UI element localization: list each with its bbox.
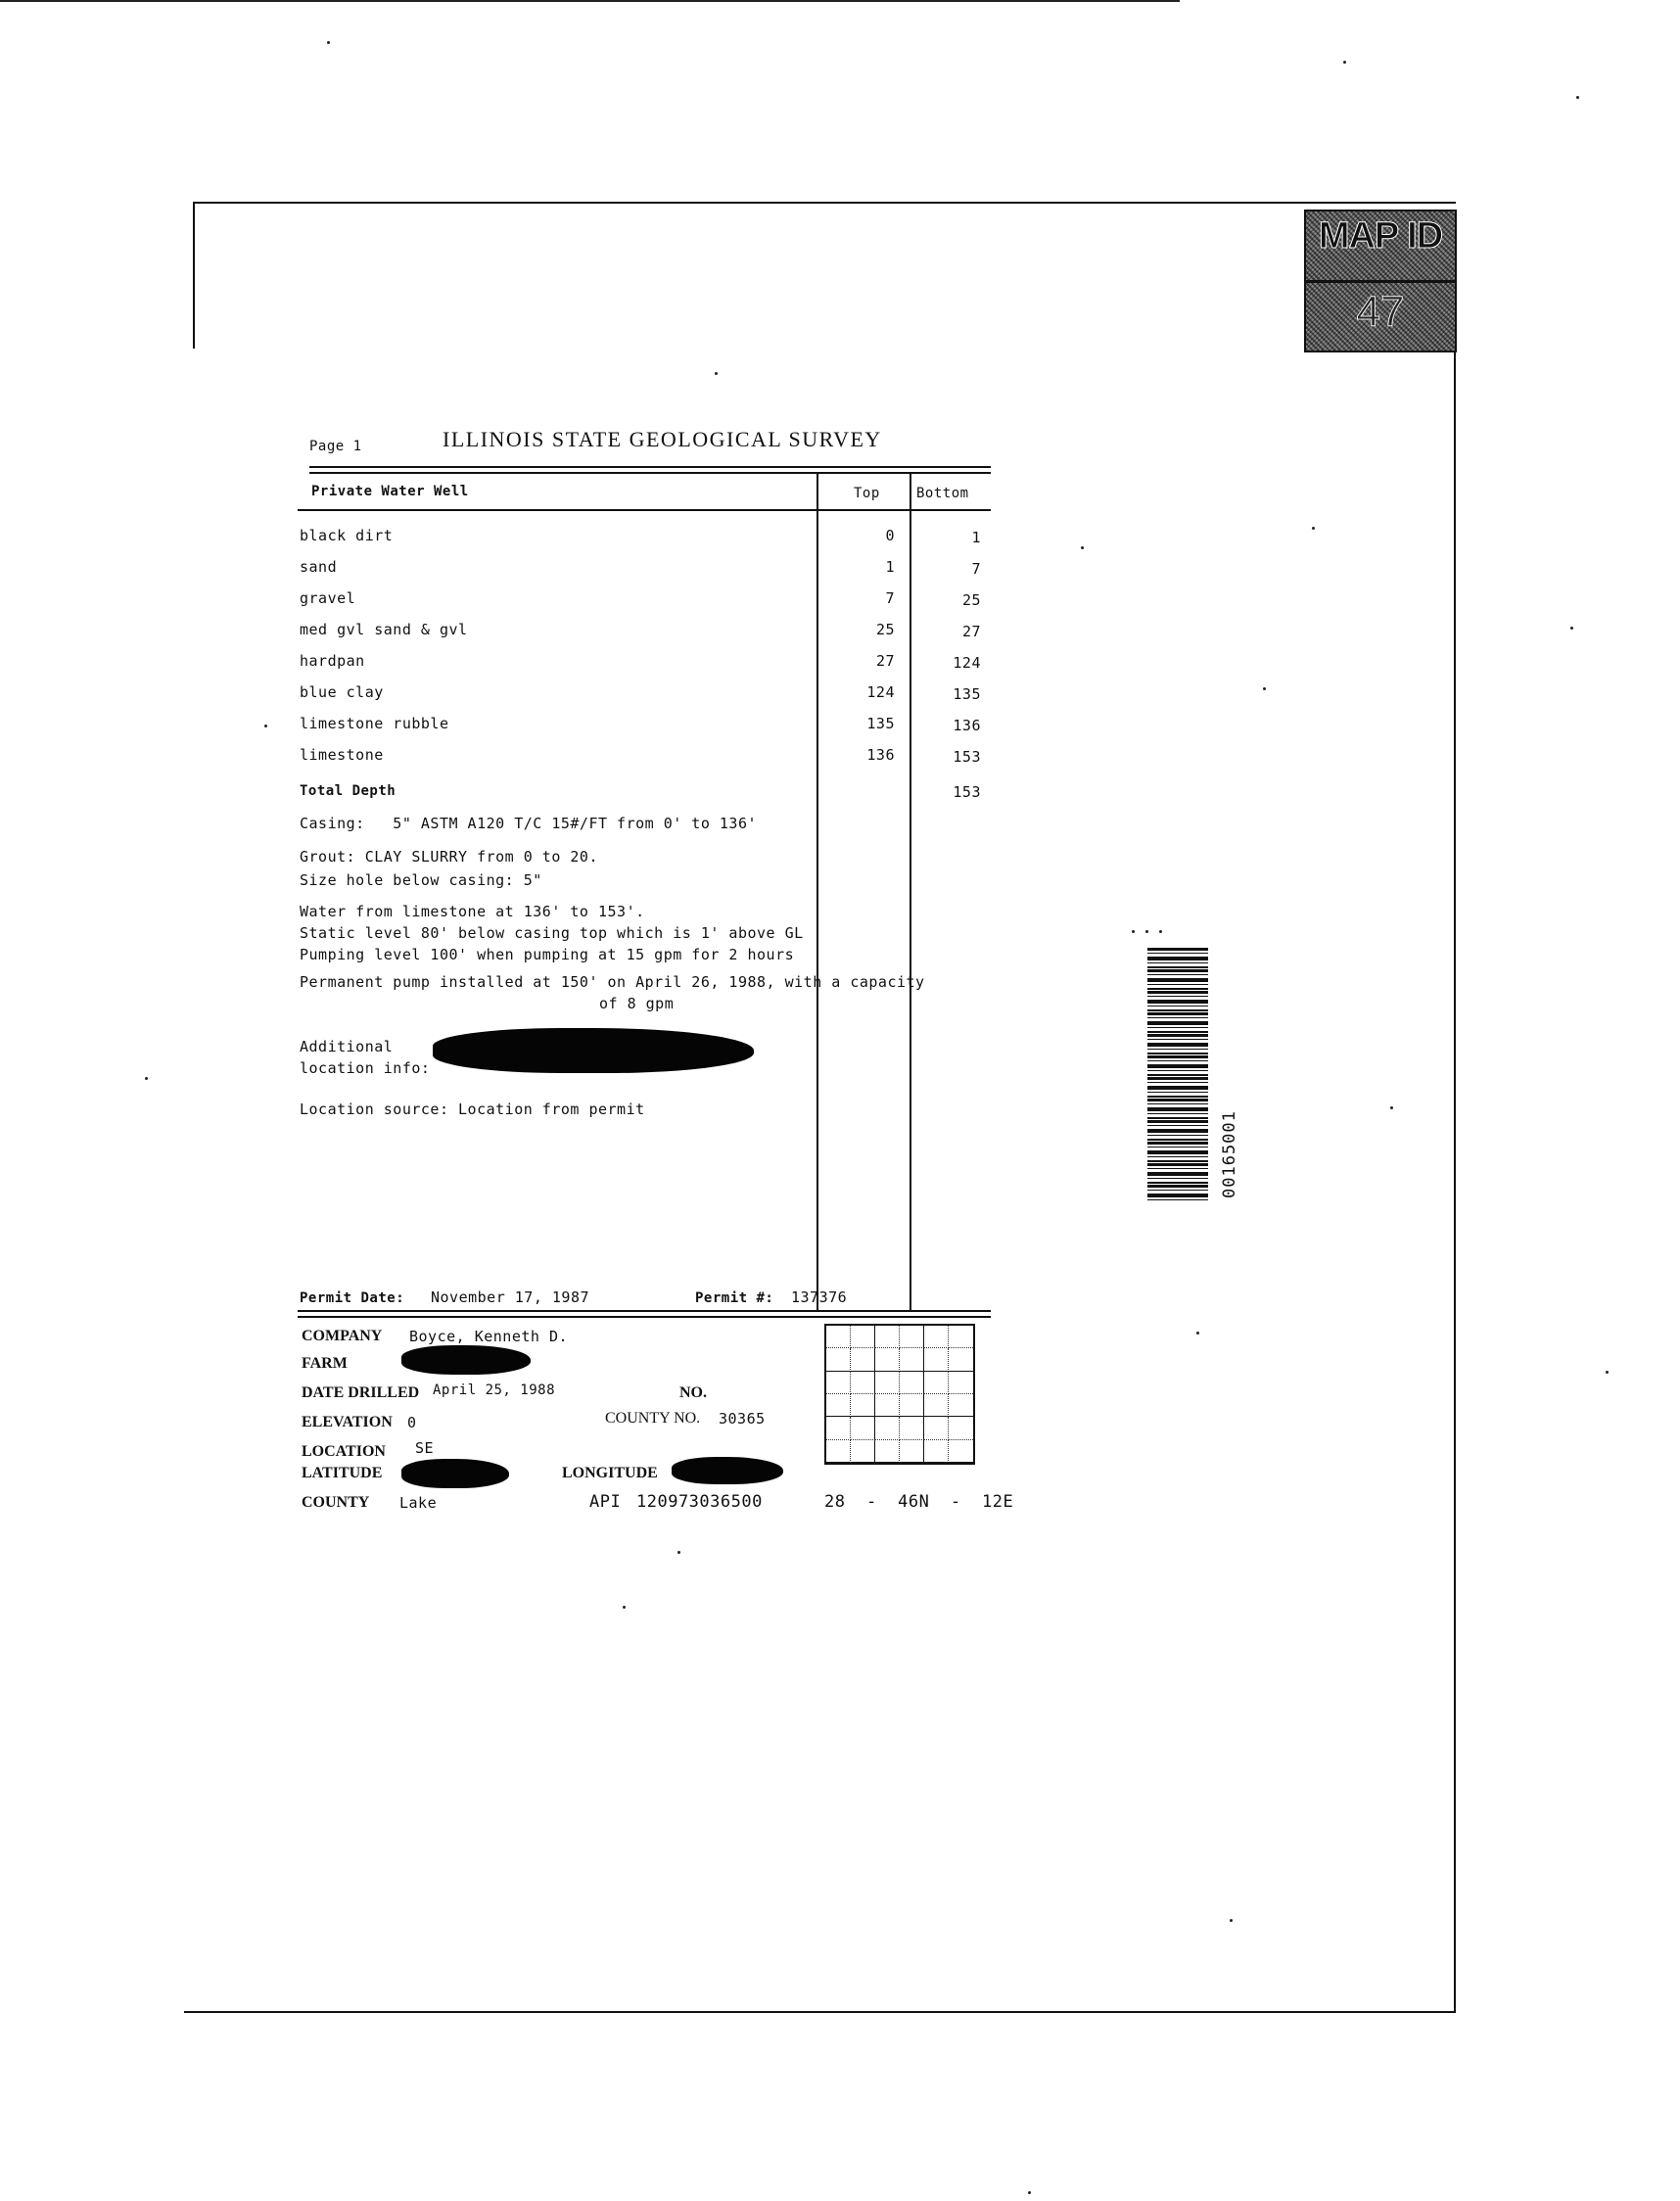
scan-speck xyxy=(1576,96,1579,99)
county-label: COUNTY xyxy=(302,1494,370,1511)
company-value: Boyce, Kenneth D. xyxy=(409,1328,569,1345)
redaction-mark xyxy=(401,1459,509,1488)
stamp-divider xyxy=(1306,280,1455,283)
size-hole-note: Size hole below casing: 5" xyxy=(300,871,542,889)
strata-top: 27 xyxy=(875,652,895,670)
scan-speck xyxy=(1312,527,1315,530)
strata-name: blue clay xyxy=(300,683,384,701)
strata-top: 25 xyxy=(875,621,895,638)
county-number-value: 30365 xyxy=(719,1410,766,1428)
strata-top: 0 xyxy=(885,527,895,544)
total-depth-value: 153 xyxy=(953,783,981,801)
column-label-bottom: Bottom xyxy=(916,486,969,501)
strata-name: limestone rubble xyxy=(300,715,449,732)
date-drilled-label: DATE DRILLED xyxy=(302,1384,420,1401)
scan-speck xyxy=(1390,1106,1393,1109)
frame-top-border xyxy=(193,202,1456,204)
additional-location-label: Additional xyxy=(300,1038,394,1055)
footer-rule-2 xyxy=(298,1316,991,1318)
date-drilled-value: April 25, 1988 xyxy=(433,1382,556,1398)
strata-top: 7 xyxy=(885,589,895,607)
grout-note: Grout: CLAY SLURRY from 0 to 20. xyxy=(300,848,598,866)
map-id-stamp xyxy=(1304,210,1457,352)
permit-date-value: November 17, 1987 xyxy=(431,1288,590,1306)
elevation-label: ELEVATION xyxy=(302,1414,393,1430)
column-header-rule xyxy=(298,509,991,511)
scan-edge xyxy=(0,0,1180,2)
additional-location-label-2: location info: xyxy=(300,1059,431,1077)
total-depth-label: Total Depth xyxy=(300,783,397,799)
permit-date-label: Permit Date: xyxy=(300,1290,405,1306)
strata-name: sand xyxy=(300,558,338,576)
strata-top: 124 xyxy=(866,683,895,701)
scan-speck xyxy=(1145,930,1148,933)
scan-speck xyxy=(1606,1371,1609,1374)
map-id-title: MAP ID xyxy=(1318,215,1443,257)
township-range: 28 - 46N - 12E xyxy=(824,1492,1014,1512)
redaction-mark xyxy=(672,1457,783,1484)
strata-bottom: 27 xyxy=(961,623,981,640)
county-value: Lake xyxy=(399,1494,438,1512)
column-label-top: Top xyxy=(854,486,880,501)
scan-speck xyxy=(1159,930,1162,933)
county-number-label: COUNTY NO. xyxy=(605,1410,701,1427)
scan-speck xyxy=(1343,61,1346,64)
strata-name: limestone xyxy=(300,746,384,764)
company-label: COMPANY xyxy=(302,1328,383,1344)
strata-bottom: 135 xyxy=(953,685,981,703)
frame-bottom-border xyxy=(184,2011,1456,2013)
strata-name: med gvl sand & gvl xyxy=(300,621,468,638)
water-from-note: Water from limestone at 136' to 153'. xyxy=(300,903,645,920)
capacity-note: of 8 gpm xyxy=(599,995,675,1012)
column-divider-bottom xyxy=(910,474,911,1312)
permit-number-label: Permit #: xyxy=(695,1290,774,1306)
scan-speck xyxy=(715,372,718,375)
strata-name: black dirt xyxy=(300,527,394,544)
scan-speck xyxy=(327,41,330,44)
strata-name: hardpan xyxy=(300,652,365,670)
api-value: 120973036500 xyxy=(636,1492,763,1512)
document-title: ILLINOIS STATE GEOLOGICAL SURVEY xyxy=(443,427,882,451)
elevation-value: 0 xyxy=(407,1414,417,1431)
location-label: LOCATION xyxy=(302,1443,386,1460)
frame-left-border xyxy=(193,202,195,349)
location-value: SE xyxy=(415,1439,435,1457)
latitude-label: LATITUDE xyxy=(302,1465,383,1481)
strata-bottom: 124 xyxy=(953,654,981,672)
header-rule-2 xyxy=(309,472,991,474)
strata-top: 136 xyxy=(866,746,895,764)
footer-rule-1 xyxy=(298,1310,991,1312)
column-divider-top xyxy=(817,474,818,1312)
strata-bottom: 7 xyxy=(971,560,981,578)
static-level-note: Static level 80' below casing top which is 1' above GL xyxy=(300,924,804,942)
casing-note: Casing: 5" ASTM A120 T/C 15#/FT from 0' to 136' xyxy=(300,815,758,832)
strata-bottom: 25 xyxy=(961,591,981,609)
scan-speck xyxy=(1028,2191,1031,2194)
strata-top: 135 xyxy=(866,715,895,732)
scan-speck xyxy=(677,1551,680,1554)
scan-speck xyxy=(1132,930,1135,933)
map-id-number: 47 xyxy=(1356,288,1405,336)
scan-speck xyxy=(1081,546,1084,549)
longitude-label: LONGITUDE xyxy=(562,1465,658,1481)
permanent-pump-note: Permanent pump installed at 150' on April 26, 1988, with a capacity xyxy=(300,973,925,991)
column-label-well: Private Water Well xyxy=(311,484,469,499)
scan-speck xyxy=(1263,687,1266,690)
number-label: NO. xyxy=(679,1384,707,1401)
scan-speck xyxy=(623,1606,626,1609)
pumping-level-note: Pumping level 100' when pumping at 15 gpm for 2 hours xyxy=(300,946,795,963)
header-rule-1 xyxy=(309,466,991,468)
scan-speck xyxy=(264,725,267,727)
strata-bottom: 136 xyxy=(953,717,981,734)
farm-label: FARM xyxy=(302,1355,348,1372)
township-section-grid xyxy=(824,1324,975,1465)
strata-bottom: 1 xyxy=(971,529,981,546)
redaction-mark xyxy=(401,1345,531,1375)
scan-speck xyxy=(1230,1919,1233,1922)
location-source-note: Location source: Location from permit xyxy=(300,1100,645,1118)
scan-speck xyxy=(145,1077,148,1080)
strata-name: gravel xyxy=(300,589,356,607)
redaction-mark xyxy=(433,1028,754,1073)
barcode xyxy=(1147,948,1208,1200)
page-label: Page 1 xyxy=(309,439,362,454)
strata-top: 1 xyxy=(885,558,895,576)
scan-speck xyxy=(1570,627,1573,630)
api-label: API xyxy=(589,1492,622,1512)
barcode-number: 00165001 xyxy=(1220,1110,1239,1198)
scan-speck xyxy=(1196,1332,1199,1335)
frame-right-border xyxy=(1454,349,1456,2013)
strata-bottom: 153 xyxy=(953,748,981,766)
permit-number-value: 137376 xyxy=(791,1288,848,1306)
